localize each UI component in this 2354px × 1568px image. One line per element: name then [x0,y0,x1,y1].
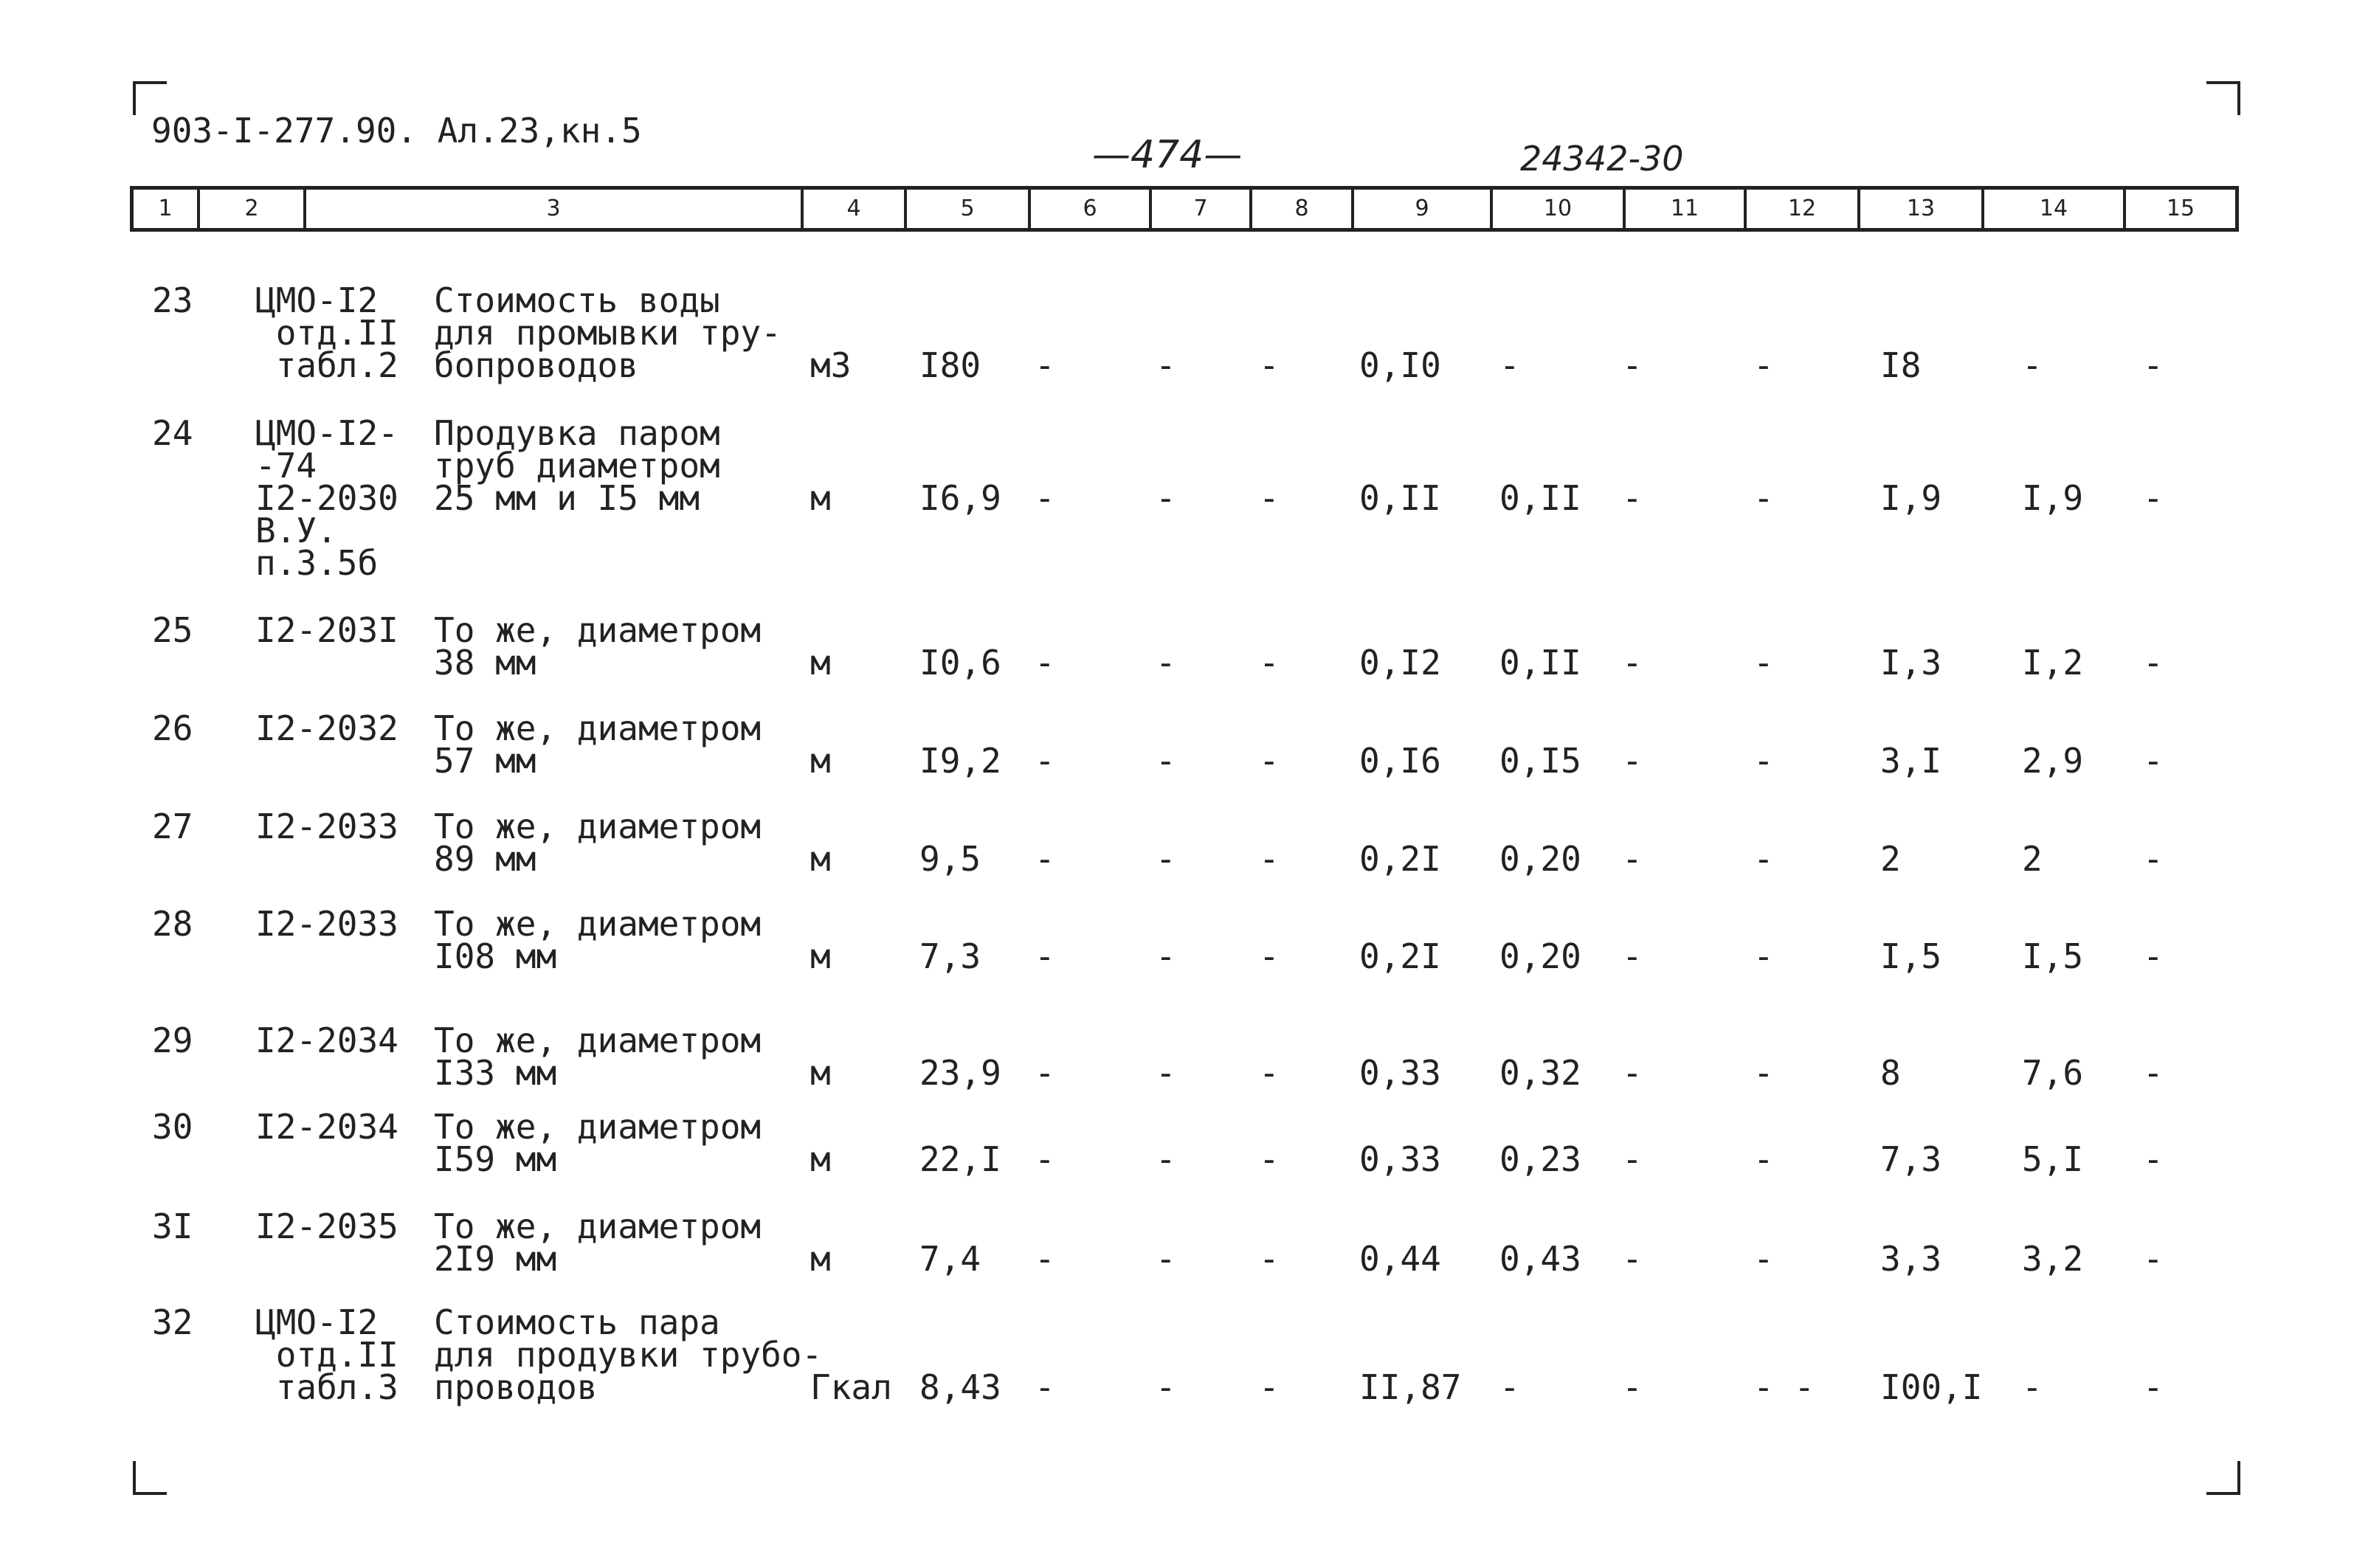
table-cell-col-10: 0,I5 [1499,741,1581,781]
table-cell-col-9: 0,I6 [1359,741,1441,781]
table-cell-col-10: 0,II [1499,478,1581,518]
table-cell-col-5: 7,4 [919,1239,981,1279]
table-cell-col-1: 24 [152,413,193,453]
table-cell-col-14: I,9 [2022,478,2084,518]
table-cell-col-3: Стоимость пара для продувки трубо- проводов [434,1302,823,1407]
table-cell-col-12: - [1753,643,1774,683]
column-header-5: 5 [907,190,1031,228]
column-header-9: 9 [1354,190,1493,228]
table-cell-col-1: 32 [152,1302,193,1342]
table-cell-col-9: 0,33 [1359,1139,1441,1179]
table-cell-col-5: I6,9 [919,478,1001,518]
table-cell-col-5: I0,6 [919,643,1001,683]
column-header-2: 2 [200,190,306,228]
table-cell-col-10: - [1499,345,1520,385]
table-cell-col-15: - [2143,936,2164,976]
corner-mark-bottom-right [2206,1461,2240,1495]
table-cell-col-8: - [1259,345,1280,385]
table-cell-col-11: - [1622,839,1643,879]
table-cell-col-13: 2 [1880,839,1901,879]
table-cell-col-2: ЦМО-I2 отд.II табл.3 [255,1302,398,1407]
table-cell-col-12: - [1753,936,1774,976]
table-cell-col-4: м [810,839,831,879]
table-cell-col-5: 7,3 [919,936,981,976]
table-cell-col-15: - [2143,1239,2164,1279]
table-cell-col-10: - [1499,1367,1520,1407]
table-cell-col-12: - [1753,1139,1774,1179]
table-cell-col-6: - [1035,1239,1055,1279]
table-cell-col-9: 0,2I [1359,936,1441,976]
table-cell-col-14: 3,2 [2022,1239,2084,1279]
table-cell-col-15: - [2143,345,2164,385]
table-cell-col-9: 0,33 [1359,1053,1441,1093]
table-cell-col-8: - [1259,839,1280,879]
table-cell-col-5: 22,I [919,1139,1001,1179]
column-header-7: 7 [1152,190,1252,228]
table-cell-col-6: - [1035,1139,1055,1179]
table-cell-col-6: - [1035,1053,1055,1093]
table-cell-col-1: 28 [152,904,193,944]
table-cell-col-15: - [2143,643,2164,683]
table-cell-col-2: I2-2035 [255,1206,398,1246]
table-cell-col-2: I2-2033 [255,904,398,944]
table-cell-col-2: I2-2034 [255,1020,398,1060]
column-header-15: 15 [2166,196,2195,221]
table-cell-col-11: - [1622,741,1643,781]
sheet-number: 24342-30 [1520,139,1684,179]
table-cell-col-6: - [1035,643,1055,683]
table-cell-col-15: - [2143,839,2164,879]
column-header-14: 14 [1984,190,2126,228]
table-cell-col-4: м [810,936,831,976]
table-cell-col-4: м [810,1239,831,1279]
document-code: 903-I-277.90. Ал.23,кн.5 [151,111,642,151]
table-cell-col-11: - [1622,345,1643,385]
table-cell-col-6: - [1035,345,1055,385]
table-cell-col-14: I,2 [2022,643,2084,683]
table-cell-col-7: - [1156,1139,1176,1179]
table-cell-col-7: - [1156,478,1176,518]
table-cell-col-5: 8,43 [919,1367,1001,1407]
column-header-10: 10 [1493,190,1626,228]
table-cell-col-12: - [1753,345,1774,385]
table-cell-col-12: - [1753,1239,1774,1279]
table-cell-col-6: - [1035,741,1055,781]
table-cell-col-12: - - [1753,1367,1815,1407]
table-cell-col-4: м [810,741,831,781]
table-cell-col-4: м [810,643,831,683]
table-cell-col-7: - [1156,1367,1176,1407]
corner-mark-top-right [2206,81,2240,115]
table-cell-col-8: - [1259,1239,1280,1279]
table-cell-col-10: 0,20 [1499,839,1581,879]
table-cell-col-13: I00,I [1880,1367,1983,1407]
column-header-1: 1 [134,190,200,228]
table-cell-col-12: - [1753,1053,1774,1093]
table-cell-col-15: - [2143,1053,2164,1093]
table-cell-col-8: - [1259,1139,1280,1179]
table-cell-col-7: - [1156,643,1176,683]
table-cell-col-15: - [2143,478,2164,518]
table-cell-col-8: - [1259,1367,1280,1407]
table-cell-col-14: 2,9 [2022,741,2084,781]
table-cell-col-14: I,5 [2022,936,2084,976]
table-cell-col-14: 2 [2022,839,2043,879]
table-cell-col-3: То же, диаметром I33 мм [434,1020,762,1093]
table-cell-col-3: То же, диаметром 89 мм [434,807,762,879]
table-cell-col-12: - [1753,741,1774,781]
table-cell-col-2: I2-203I [255,610,398,650]
table-cell-col-7: - [1156,839,1176,879]
table-cell-col-4: м [810,1139,831,1179]
table-cell-col-5: I9,2 [919,741,1001,781]
table-cell-col-6: - [1035,839,1055,879]
table-cell-col-3: То же, диаметром 38 мм [434,610,762,683]
table-cell-col-13: 8 [1880,1053,1901,1093]
table-cell-col-3: Продувка паром труб диаметром 25 мм и I5 мм [434,413,720,518]
table-cell-col-8: - [1259,741,1280,781]
table-cell-col-2: ЦМО-I2 отд.II табл.2 [255,280,398,385]
table-cell-col-10: 0,II [1499,643,1581,683]
table-cell-col-15: - [2143,1367,2164,1407]
table-cell-col-3: То же, диаметром I59 мм [434,1107,762,1179]
table-cell-col-7: - [1156,936,1176,976]
table-cell-col-10: 0,20 [1499,936,1581,976]
column-header-6: 6 [1031,190,1152,228]
table-cell-col-13: I,5 [1880,936,1942,976]
table-cell-col-7: - [1156,1239,1176,1279]
table-cell-col-9: II,87 [1359,1367,1462,1407]
table-cell-col-1: 26 [152,708,193,748]
table-cell-col-2: ЦМО-I2- -74 I2-2030 В.У. п.3.5б [255,413,398,583]
table-cell-col-11: - [1622,1367,1643,1407]
table-cell-col-1: 30 [152,1107,193,1147]
table-column-header-row [130,186,2239,232]
table-cell-col-6: - [1035,936,1055,976]
table-cell-col-4: Гкал [810,1367,892,1407]
table-cell-col-9: 0,I0 [1359,345,1441,385]
table-cell-col-1: 29 [152,1020,193,1060]
column-header-13: 13 [1860,190,1984,228]
table-cell-col-14: 7,6 [2022,1053,2084,1093]
table-cell-col-14: - [2022,345,2043,385]
table-cell-col-1: 23 [152,280,193,320]
column-header-11: 11 [1626,190,1747,228]
page-number: —474— [1092,133,1243,177]
table-cell-col-10: 0,23 [1499,1139,1581,1179]
table-cell-col-6: - [1035,1367,1055,1407]
table-cell-col-6: - [1035,478,1055,518]
table-cell-col-13: I,3 [1880,643,1942,683]
table-cell-col-5: 23,9 [919,1053,1001,1093]
table-cell-col-13: 7,3 [1880,1139,1942,1179]
table-cell-col-13: I,9 [1880,478,1942,518]
table-cell-col-7: - [1156,1053,1176,1093]
table-cell-col-11: - [1622,1139,1643,1179]
table-cell-col-1: 25 [152,610,193,650]
table-cell-col-1: 3I [152,1206,193,1246]
table-cell-col-7: - [1156,741,1176,781]
table-cell-col-1: 27 [152,807,193,846]
table-cell-col-4: м [810,1053,831,1093]
table-cell-col-14: - [2022,1367,2043,1407]
table-cell-col-11: - [1622,643,1643,683]
table-cell-col-3: Стоимость воды для промывки тру- бопроводов [434,280,781,385]
table-cell-col-9: 0,II [1359,478,1441,518]
table-cell-col-4: м [810,478,831,518]
table-cell-col-2: I2-2032 [255,708,398,748]
corner-mark-bottom-left [133,1461,167,1495]
table-cell-col-9: 0,I2 [1359,643,1441,683]
column-header-4: 4 [804,190,907,228]
table-cell-col-10: 0,32 [1499,1053,1581,1093]
table-cell-col-8: - [1259,478,1280,518]
table-cell-col-3: То же, диаметром 57 мм [434,708,762,781]
table-cell-col-4: м3 [810,345,852,385]
table-cell-col-3: То же, диаметром I08 мм [434,904,762,976]
table-cell-col-12: - [1753,839,1774,879]
table-cell-col-11: - [1622,936,1643,976]
table-cell-col-5: I80 [919,345,981,385]
table-cell-col-10: 0,43 [1499,1239,1581,1279]
table-cell-col-8: - [1259,643,1280,683]
table-cell-col-11: - [1622,478,1643,518]
table-cell-col-13: 3,3 [1880,1239,1942,1279]
table-cell-col-15: - [2143,741,2164,781]
table-cell-col-2: I2-2034 [255,1107,398,1147]
column-header-12: 12 [1747,190,1860,228]
table-cell-col-8: - [1259,1053,1280,1093]
table-cell-col-12: - [1753,478,1774,518]
table-cell-col-8: - [1259,936,1280,976]
table-cell-col-14: 5,I [2022,1139,2084,1179]
table-cell-col-5: 9,5 [919,839,981,879]
table-cell-col-3: То же, диаметром 2I9 мм [434,1206,762,1279]
table-cell-col-9: 0,2I [1359,839,1441,879]
table-cell-col-13: I8 [1880,345,1922,385]
table-cell-col-15: - [2143,1139,2164,1179]
column-header-8: 8 [1252,190,1354,228]
table-cell-col-9: 0,44 [1359,1239,1441,1279]
column-header-3: 3 [306,190,804,228]
table-cell-col-11: - [1622,1239,1643,1279]
table-cell-col-13: 3,I [1880,741,1942,781]
table-cell-col-2: I2-2033 [255,807,398,846]
table-cell-col-7: - [1156,345,1176,385]
table-cell-col-11: - [1622,1053,1643,1093]
